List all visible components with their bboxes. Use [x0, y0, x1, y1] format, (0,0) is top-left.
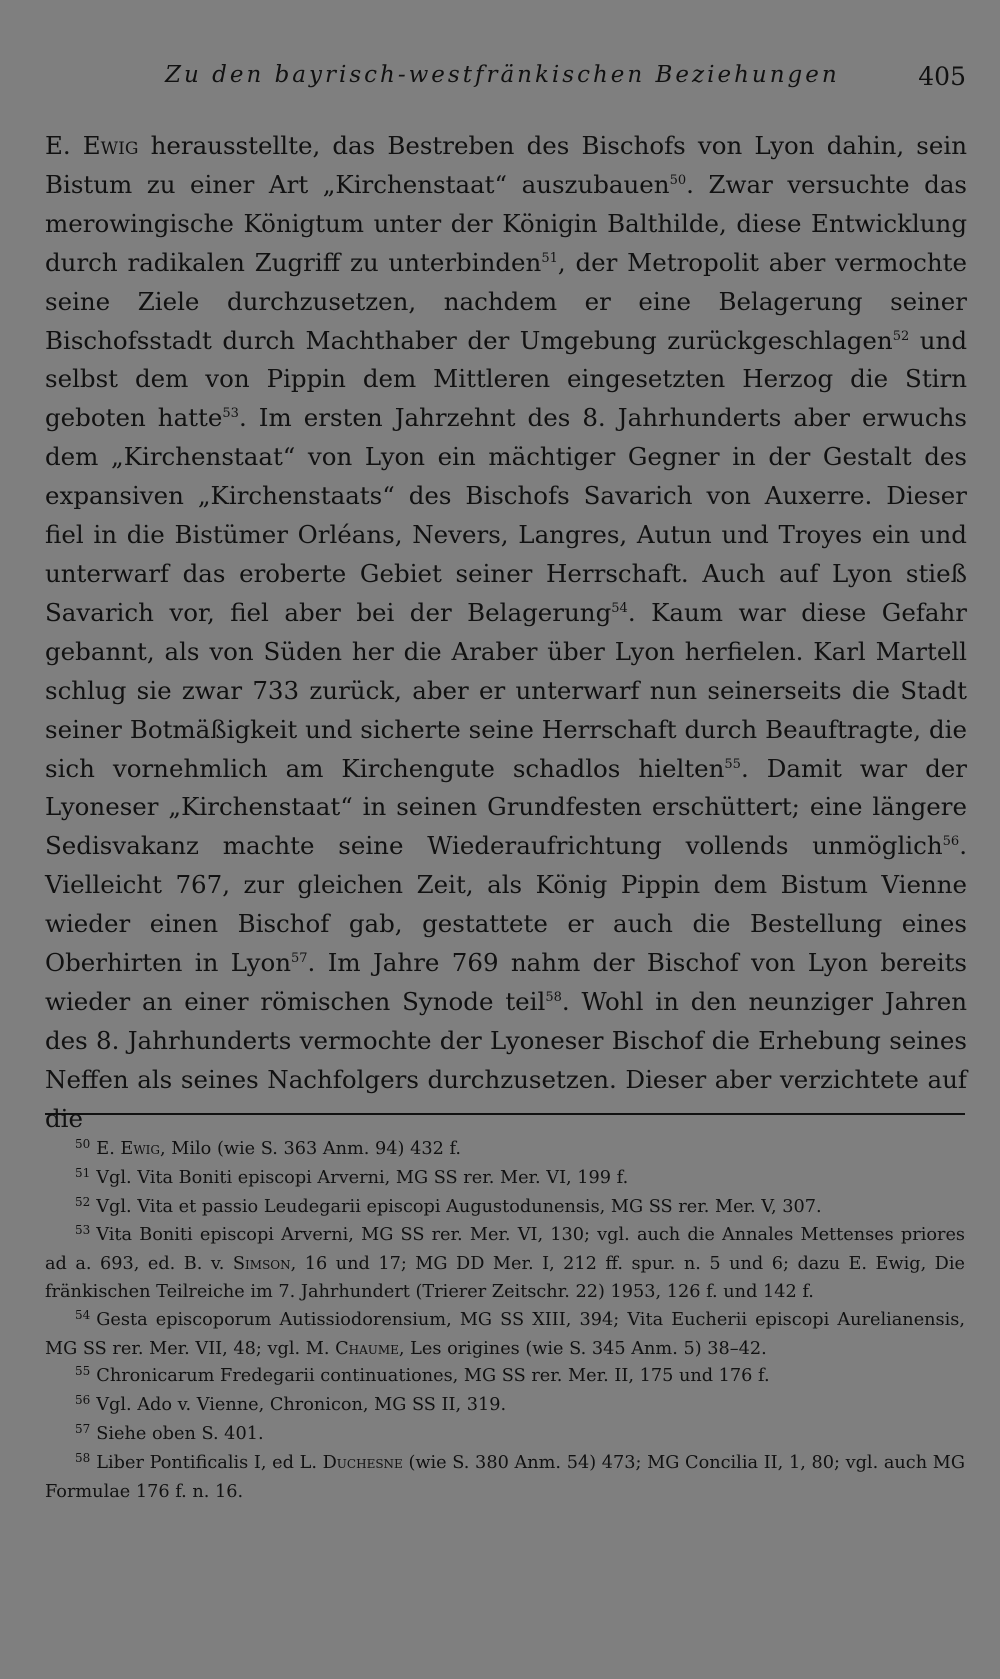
footnote-number: 57 — [75, 1421, 91, 1436]
footnote-number: 50 — [75, 1137, 91, 1151]
footnote-ref: 57 — [291, 950, 308, 966]
footnote-ref: 58 — [545, 989, 562, 1005]
footnote — [45, 1194, 965, 1223]
footnote-ref: 55 — [724, 756, 741, 772]
footnote — [45, 1450, 965, 1507]
footnote-number: 51 — [75, 1165, 91, 1180]
text-run: und selbst dem von Pippin dem Mittleren eingesetzten Herzog die Stirn geboten hatte — [45, 325, 968, 433]
footnote-text: Vgl. Vita Boniti episcopi Arverni, MG SS rer. Mer. VI, 199 f. — [96, 1167, 629, 1188]
footnote-number: 56 — [75, 1393, 91, 1408]
footnote-text: Vgl. Vita et passio Leudegarii episcopi Augustodunensis, MG SS rer. Mer. V, 307. — [96, 1196, 822, 1217]
footnote-number: 58 — [75, 1450, 91, 1465]
footnote-text: Gesta episcoporum Autissiodorensium, MG SS XIII, 394; Vita Eucherii episcopi Aurelianensis, MG SS rer. Mer. VII, 48; vgl. M. — [45, 1309, 965, 1359]
footnote-ref: 51 — [541, 250, 558, 266]
footnote — [45, 1307, 965, 1364]
body-paragraph — [45, 127, 967, 1139]
text-run: . Damit war der Lyoneser „Kirchenstaat“ in seinen Grundfesten erschüttert; eine längere Sedisvakanz machte seine Wiederaufrichtung vollends unmöglich — [45, 753, 968, 861]
footnote — [45, 1222, 965, 1306]
running-title: Zu den bayrisch-westfränkischen Beziehungen — [165, 62, 840, 88]
footnote-ref: 50 — [669, 172, 687, 188]
footnote-text: Vita Boniti episcopi Arverni, MG SS rer. Mer. VI, 130; vgl. auch die Annales Mettenses priores ad a. 693, ed. B. v. — [45, 1225, 965, 1275]
footnote-ref: 54 — [611, 600, 628, 616]
footnote-number: 53 — [75, 1223, 91, 1238]
footnote-number: 55 — [75, 1364, 91, 1379]
footnote-author: Duchesne — [322, 1452, 403, 1473]
footnote-number: 54 — [75, 1307, 91, 1322]
footnote-text: Vgl. Ado v. Vienne, Chronicon, MG SS II, 319. — [96, 1395, 507, 1416]
main-text — [45, 127, 967, 1139]
page-header — [0, 62, 1000, 102]
footnotes — [45, 1136, 965, 1506]
text-run: . Im ersten Jahrzehnt des 8. Jahrhunderts aber erwuchs dem „Kirchenstaat“ von Lyon ein mächtiger Gegner in der Gestalt des expansiven „Kirchenstaats“ des Bischofs Savarich von Auxerre. Dieser fiel in die Bistümer Orléans, Nevers, Langres, Autun und Troyes ein und unterwarf das eroberte Gebiet seiner Herrschaft. Auch auf Lyon stieß Savarich vor, fiel aber bei der Belagerung — [45, 403, 968, 627]
footnote-text: , 16 und 17; MG DD Mer. I, 212 ff. spur. n. 5 und 6; dazu E. Ewig, Die fränkischen Teilreiche im 7. Jahrhundert (Trierer Zeitschr. 22) 1953, 126 f. und 142 f. — [45, 1254, 965, 1302]
footnote-divider — [45, 1113, 965, 1115]
footnote-author: E. Ewig — [96, 1139, 161, 1159]
page-number: 405 — [918, 62, 966, 91]
text-run: . Zwar versuchte das merowingische Königtum unter der Königin Balthilde, diese Entwicklung durch radikalen Zugriff zu unterbinden — [45, 169, 967, 277]
footnote — [45, 1363, 965, 1392]
footnote-text: Chronicarum Fredegarii continuationes, MG SS rer. Mer. II, 175 und 176 f. — [96, 1366, 770, 1387]
text-run: . Im Jahre 769 nahm der Bischof von Lyon bereits wieder an einer römischen Synode teil — [45, 948, 967, 1016]
footnote-text: Siehe oben S. 401. — [96, 1423, 264, 1444]
footnote — [45, 1165, 965, 1194]
footnote-text: Liber Pontificalis I, ed L. — [96, 1452, 323, 1473]
text-run: , der Metropolit aber vermochte seine Ziele durchzusetzen, nachdem er eine Belagerung seiner Bischofsstadt durch Machthaber der Umgebung zurückgeschlagen — [45, 247, 967, 355]
footnote-ref: 56 — [942, 834, 960, 850]
footnote-ref: 53 — [222, 406, 239, 422]
text-run: . Wohl in den neunziger Jahren des 8. Jahrhunderts vermochte der Lyoneser Bischof die Erhebung seines Neffen als seines Nachfolgers durchzusetzen. Dieser aber verzichtete auf die — [45, 986, 967, 1133]
text-run: . Vielleicht 767, zur gleichen Zeit, als König Pippin dem Bistum Vienne wieder einen Bischof gab, gestattete er auch die Bestellung eines Oberhirten in Lyon — [45, 831, 967, 978]
footnote-text: , Milo (wie S. 363 Anm. 94) 432 f. — [160, 1139, 461, 1159]
footnote-text: (wie S. 380 Anm. 54) 473; MG Concilia II, 1, 80; vgl. auch MG Formulae 176 f. n. 16. — [45, 1452, 965, 1502]
footnote — [45, 1392, 965, 1421]
footnote-author: Chaume — [335, 1338, 399, 1359]
text-run: herausstellte, das Bestreben des Bischofs von Lyon dahin, sein Bistum zu einer Art „Kirchenstaat“ auszubauen — [45, 131, 967, 199]
footnote — [45, 1421, 965, 1450]
text-run: . Kaum war diese Gefahr gebannt, als von Süden her die Araber über Lyon herfielen. Karl Martell schlug sie zwar 733 zurück, aber er unterwarf nun seinerseits die Stadt seiner Botmäßigkeit und sicherte seine Herrschaft durch Beauftragte, die sich vornehmlich am Kirchengute schadlos hielten — [45, 597, 968, 783]
footnote-author: Simson — [232, 1254, 291, 1275]
footnote-ref: 52 — [892, 328, 910, 344]
author-name: E. Ewig — [45, 131, 139, 160]
footnote-number: 52 — [75, 1194, 91, 1209]
footnote — [45, 1136, 965, 1165]
footnote-text: , Les origines (wie S. 345 Anm. 5) 38–42. — [398, 1338, 767, 1359]
